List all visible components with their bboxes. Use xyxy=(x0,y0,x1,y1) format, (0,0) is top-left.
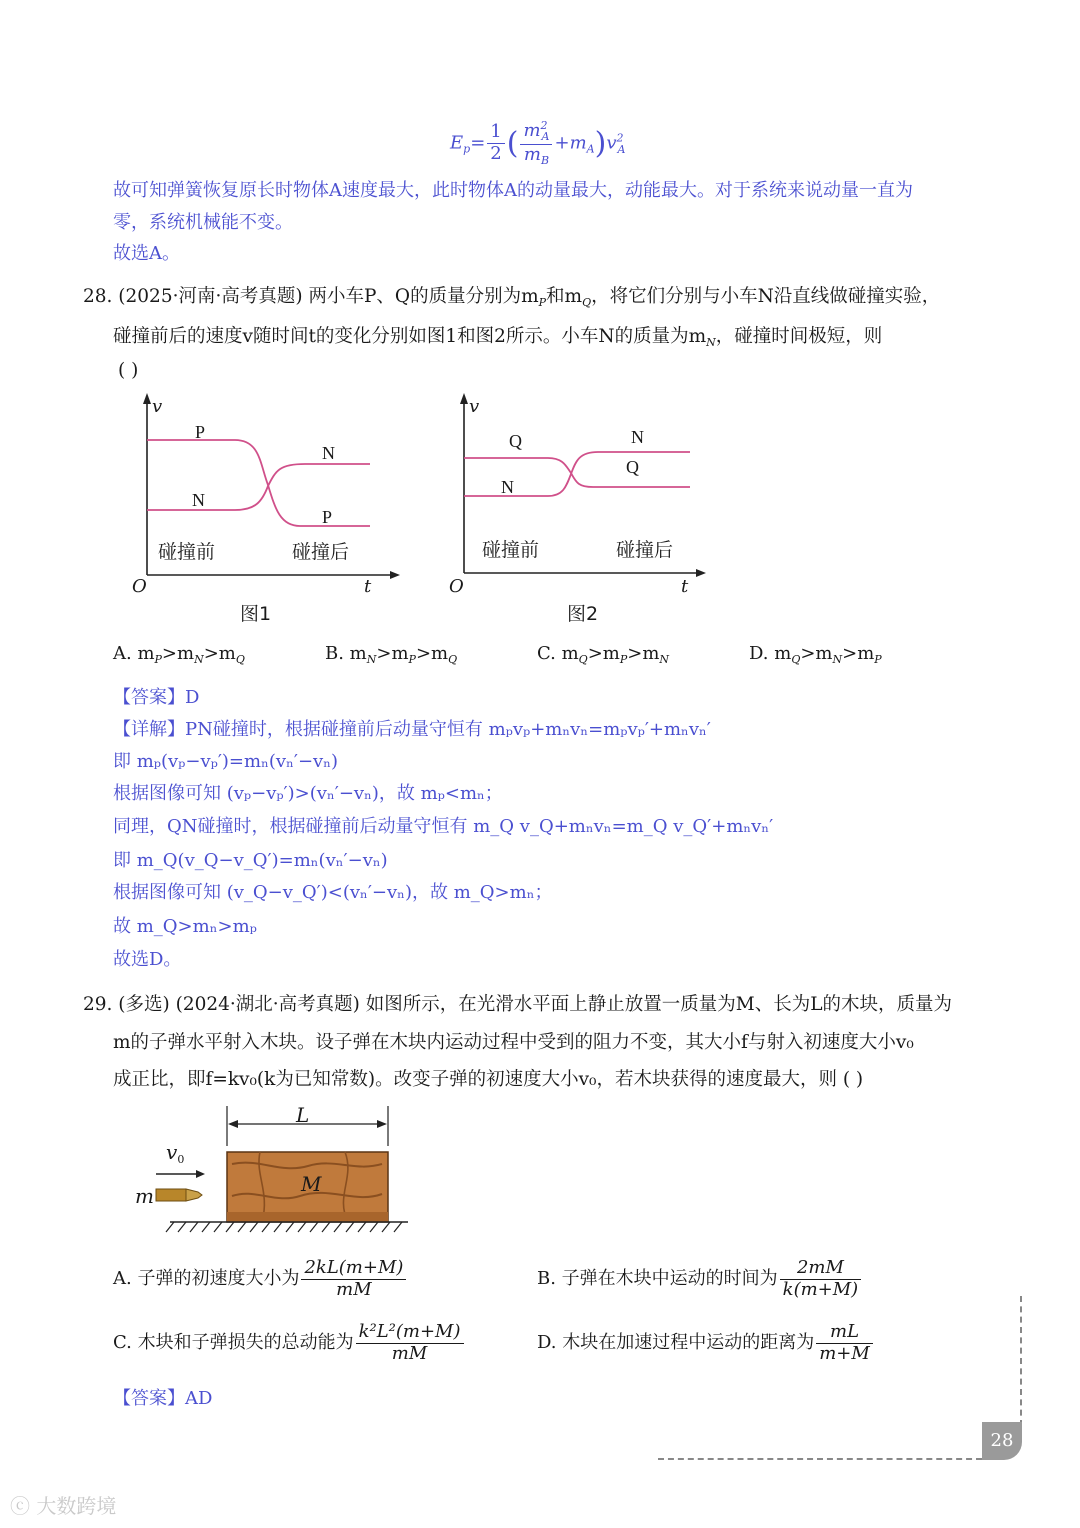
figure-2-graph xyxy=(438,390,718,600)
option-A[interactable]: A. $m_P>m_N>m_Q$ xyxy=(113,643,245,666)
fig2-before-text: 碰撞前 xyxy=(482,539,540,561)
explanation-line: 零，系统机械能不变。 xyxy=(113,212,293,233)
length-label: L xyxy=(296,1103,310,1127)
option-B[interactable]: B. 子弹在木块中运动的时间为 $\frac{2mM}{k(m+M)}$ xyxy=(537,1258,863,1300)
option-C[interactable]: C. 木块和子弹损失的总动能为 $\frac{\text{k²L²(m+M)}}{mM}$ xyxy=(113,1322,466,1364)
explain-line: 故 m_Q>mₙ>mₚ xyxy=(113,916,257,937)
fig1-P-after: P xyxy=(322,507,333,527)
y-axis-arrow xyxy=(143,393,151,404)
bullet-block-figure xyxy=(130,1100,420,1240)
fig2-Q-after: Q xyxy=(626,457,639,477)
explain-line: 根据图像可知 (v_Q−v_Q′)<(vₙ′−vₙ)，故 m_Q>mₙ； xyxy=(113,882,553,903)
fig1-caption: 图1 xyxy=(240,603,272,625)
fig1-t-label: t xyxy=(364,576,372,597)
bullet xyxy=(156,1189,186,1201)
page-border-dashed xyxy=(658,1458,982,1460)
question-29-stem: 成正比，即f=kv₀(k为已知常数)。改变子弹的初速度大小v₀，若木块获得的速度最大，则 ( ) xyxy=(113,1069,864,1090)
y-axis-arrow xyxy=(460,393,468,404)
x-axis-arrow xyxy=(390,571,400,579)
fig2-t-label: t xyxy=(681,576,689,597)
explanation-line: 故可知弹簧恢复原长时物体A速度最大，此时物体A的动量最大，动能最大。对于系统来说动量一直为 xyxy=(113,180,913,201)
x-axis-arrow xyxy=(696,569,706,577)
explain-line: 同理，QN碰撞时，根据碰撞前后动量守恒有 m_Q v_Q+mₙvₙ=m_Q v_Q′+mₙvₙ′ xyxy=(113,816,774,837)
ground-hatching xyxy=(166,1222,402,1232)
option-D[interactable]: D. 木块在加速过程中运动的距离为 $\frac{mL}{m+M}$ xyxy=(537,1322,875,1364)
explain-line: 根据图像可知 (vₚ−vₚ′)>(vₙ′−vₙ)，故 mₚ<mₙ； xyxy=(113,783,503,804)
fig1-N-after: N xyxy=(322,443,335,463)
answer-blank: ( ) xyxy=(118,360,139,381)
question-29-stem: m的子弹水平射入木块。设子弹在木块内运动过程中受到的阻力不变，其大小f与射入初速度大小v₀ xyxy=(113,1032,914,1053)
fig1-N-before: N xyxy=(192,490,205,510)
fig2-N-after: N xyxy=(631,427,644,447)
explain-line: 故选D。 xyxy=(113,949,182,970)
fig1-before-text: 碰撞前 xyxy=(158,541,216,563)
fig1-origin-label: O xyxy=(132,576,147,597)
option-D[interactable]: D. $m_Q>m_N>m_P$ xyxy=(749,643,882,666)
explain-line: 【详解】PN碰撞时，根据碰撞前后动量守恒有 mₚvₚ+mₙvₙ=mₚvₚ′+mₙvₙ′ xyxy=(113,719,711,740)
velocity-label: $v_0$ xyxy=(166,1140,185,1166)
option-A[interactable]: A. 子弹的初速度大小为 $\frac{2kL(m+M)}{mM}$ xyxy=(113,1258,408,1300)
fig1-P-before: P xyxy=(195,422,206,442)
question-28-stem: 28. (2025·河南·高考真题) 两小车P、Q的质量分别为$m_P$和$m_Q$，将它们分别与小车N沿直线做碰撞实验， xyxy=(83,286,941,309)
explanation-line: 故选A。 xyxy=(113,243,180,264)
question-28-stem: 碰撞前后的速度v随时间t的变化分别如图1和图2所示。小车N的质量为$m_N$，碰撞时间极短，则 xyxy=(113,326,883,349)
question-29-stem: 29. (多选) (2024·湖北·高考真题) 如图所示，在光滑水平面上静止放置一质量为M、长为L的木块，质量为 xyxy=(83,994,953,1015)
fig1-v-label: v xyxy=(152,396,163,417)
fig2-v-label: v xyxy=(469,396,480,417)
fig2-origin-label: O xyxy=(449,576,464,597)
page-number: 28 xyxy=(982,1422,1022,1460)
mass-m-label: m xyxy=(135,1184,154,1208)
fig2-N-before: N xyxy=(501,477,514,497)
explain-line: 即 m_Q(v_Q−v_Q′)=mₙ(vₙ′−vₙ) xyxy=(113,850,388,871)
curve-N xyxy=(147,464,370,510)
explain-line: 即 mₚ(vₚ−vₚ′)=mₙ(vₙ′−vₙ) xyxy=(113,751,338,772)
page-border-dashed xyxy=(1020,1296,1022,1426)
watermark: ⓒ 大数跨境 xyxy=(10,1494,117,1518)
answer-29: 【答案】AD xyxy=(113,1388,213,1409)
fig2-Q-before: Q xyxy=(509,431,522,451)
fig2-caption: 图2 xyxy=(567,603,599,625)
answer-28: 【答案】D xyxy=(113,687,200,708)
option-B[interactable]: B. $m_N>m_P>m_Q$ xyxy=(325,643,458,666)
mass-M-label: M xyxy=(301,1172,322,1196)
option-C[interactable]: C. $m_Q>m_P>m_N$ xyxy=(537,643,670,666)
fig2-after-text: 碰撞后 xyxy=(616,539,674,561)
fig1-after-text: 碰撞后 xyxy=(292,541,350,563)
energy-formula: $E_p=$ $\frac{1}{2}$ ( $\frac{m^2_A}{m_B}$ $+m_A)v^2_A$ xyxy=(450,119,626,167)
curve-P xyxy=(147,440,370,526)
figure-1-graph xyxy=(120,390,400,600)
